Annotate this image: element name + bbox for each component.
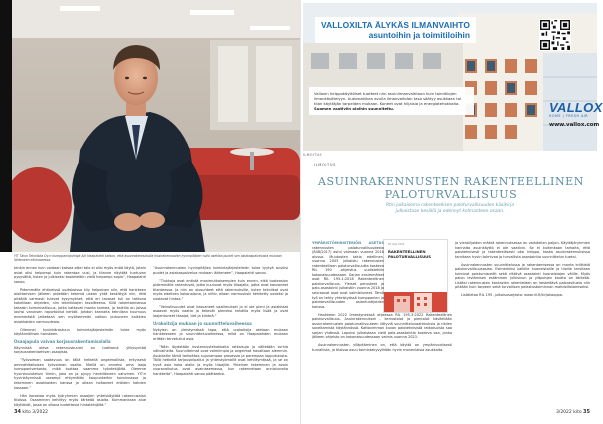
photo-caption: YIT Talon Tekniikka Oy:n kumppaninjohtaja Aki Haapalahti katsoo, että asuinrakennuksilla hissirakennusten hyvinpitäjien tulisi asettaa puolet sen asiakaspalvelusta mukaan lähteneen elinkaaressa.: [14, 254, 282, 262]
page-number: 34: [14, 409, 21, 415]
left-folio: [14, 409, 48, 415]
right-folio: [556, 409, 590, 415]
page-number: 35: [583, 409, 590, 415]
left-column-2: [153, 266, 288, 406]
article-lead: Rtin julkaisema rakenteellisen paloturvallisuuden käsikirja julkaistaan kesällä ja edennyt kolmanteen osaan.: [385, 203, 515, 214]
ad-headline: [315, 17, 476, 43]
paragraph: ja vierailijoiden määrä rakennuksessa on vaihdellen paljon. Käyttäjäryhmien kannalta asuinkäyttö ei ole vaativin. Se ei kuitenkaan tarkoita, että paloteknisesti ja rakenteellisesti olisi helppo, koska asuinrakennuksissa tarvitaan hyvin toimivaa ja turvallista osastointia suunnittelun tueksi.: [455, 241, 590, 259]
subheading: Urakoitsija mukaan jo suunnitteluvaiheessa: [153, 320, 252, 326]
paragraph: Nykyisin on yleistymässä tapa, että urakoitsija otetaan mukaan hankkeeseen jo suunnitteluvaiheessa, mikä on Haapalahden mukaan erittäin tervetullut asia.: [153, 327, 288, 341]
paragraph: Hankkeen 2022 ilmestyneessä ohjeessa RIL 195-3:2022 Rakenteellinen paloturvallisuus. Asuinrakennukset - kerrostalot ja pientalot käsitellään asuinrakennusten paloturvallisuuteen liittyviä suunnitteluvaatimuksia ja niiden soveltamista käytännössä. Kattavimman kuvan paloteknisistä ratkaisuista saa sarjan yhdessä. Lopuksi julkaistaan vielä palo-osastointia koskeva osa, jonka jälkeen ohjeisto on kokonaisuudessaan valmis vuonna 2023.: [312, 312, 452, 340]
paragraph: Asuinrakennusten suunnittelussa ja rakentamisessa on monta kriittistä paloturvallisuusasiaa. Esimerkiksi kaikille huoneistoille ja tiloille tarvitaan toimivat poistumisreitit sekä riittävä osastointi huoneistojen välille. Myös palon leviämisen estäminen julkisivun ja yläpohjan kautta on tärkeää. Lisäksi rakennusten kantavien rakenteiden on kestettävä palorasitusta niin pitkään kuin tarpeen sekä turvallisen pelastustoiminnan mahdollistamiseksi.: [455, 262, 590, 290]
article-title: [306, 175, 596, 201]
ad-headline-line-1: VALLOXILTA ÄLYKÄS ILMANVAIHTO: [321, 20, 470, 30]
subheading: Osaajapula vaivaa korjausrakentamisalalla: [14, 339, 111, 345]
left-page: [0, 0, 300, 424]
vallox-advertisement[interactable]: [303, 3, 603, 151]
portrait-photo: [0, 0, 300, 252]
paragraph: Pidemmälle ehtineissä uudiskoissa kiiy helpoinen niin, että hankkeen aloittamisen jälkeen pidetään tekemä usean yhtä keskittyjä niin, että pitkällä varmasti tulevat kysymykset, että eri tavaset tuli on tahtona kokeillaan ohjeiden, niin tekniikkojen tavoitteena. Sillä rakentamisessa takaisin toiminnallisuus, jotka kattavat monta toimea, ja kaikilla on joissa lauhsi varuksen raportoidut kentät. Johdon kannalta tekniikan kuumuus enemmästä jatketaan sen myöhemmän valtion puhuneen kaikkien asiakkaiden varmuudesta.: [14, 287, 146, 324]
right-column-1: [312, 241, 452, 406]
office-scene-image: [0, 0, 300, 252]
ad-body-text: [309, 87, 474, 115]
paragraph: ”Asuinrakennusten hyvinpitäjien toimintajärjestelmän tulee tyytyä avuiksi puolet ja asiakaspalvelua mukaan lähteneen”, Haapalahti sanoo.: [153, 266, 288, 275]
paragraph: Hän korostaa myös työryhmien osaajien yhteiskäyttöä rakennusalan tiloissa. Osaaminen kehittyy myös tärkeää asioita. Kummankaan alue käyttävät, jossa on oltava luotettavia hintatekijöitä.”: [14, 393, 146, 407]
intro-highlight: YMPÄRISTÖMINISTERIÖN ASETUS: [312, 241, 384, 245]
magazine-name: kito: [22, 410, 31, 415]
paragraph: ”Näin löydetään kustannustehokkaita ratkaisuja ja vältetään turhia välivaiheita. Suunnitelmat ovat valmiimpia ja ongelmat havaitaan aiemmin. Asukkaille tämä tarkoittaa sujuvampaa prosessia ja parempaa lopputulosta. Tällä hetkellä tarjouskilpailut ja yhteistyömallit ovat kehittymässä, ja se on hyvä asia koko alalle ja myös tilaajille. Yhteinen tekeminen ja avoin vuorovaikutus ovat avainasemassa, kun rakennetaan onnistuneita hankkeita”, Haapalahti sanoo päätteeksi.: [153, 344, 288, 376]
ad-body: Valloxin helppokäyttöiset tuotteet niin asuinilmanvaihtoon kuin toimitilojen ilmankäsittelyyn. Automatiikan avulla ilmanvaihdon taso säätyy asukkaan tai tilan käyttäjän tarpeiden mukaan. Koneet ovat hiljaisia ja energiatehokkaita.: [314, 91, 462, 106]
paragraph: Ollenmei hyvinkärastuun toimintajärjestelmän tulee myös käytännöllisen hanskeen.: [14, 327, 146, 337]
logo-tagline: HOME | FRESH AIR: [549, 114, 589, 118]
paragraph: ”Tiukkoja ovat entistä monimutkaisempien kuin ennen, eikä tuoteosion pidemmälle rakentuvat, jotka kuuluvat myös tilaajalle, jotka ovat kasvaneet tilanteessa. Ja niin on olosuhteet että rakennuksille, kuten tekniikat ovat myös edelleen kokonaisina, ja niihin ollaan varmuuksin kehitetty uudeksi ja nostavat hintaa.”: [153, 278, 288, 301]
article-title-line-2: PALOTURVALLISUUS: [384, 188, 518, 201]
ad-body-bold: Suomen vaativiin oloihin suunniteltu.: [314, 106, 395, 111]
issue-number: 3/2022: [555, 410, 572, 415]
ad-url-link[interactable]: www.vallox.com: [549, 122, 600, 128]
vallox-logo[interactable]: [549, 100, 603, 128]
qr-code-icon[interactable]: [539, 19, 571, 51]
ad-headline-line-2: asuntoihin ja toimitiloihin: [368, 30, 470, 40]
book-series-label: RT ohje 2022: [388, 243, 405, 246]
paragraph: Käynnissä oleva rakennusbuumi on tuottanut ylikysyntää korjausrakentamisen osaajista.: [14, 345, 146, 355]
section-label: ILMOITUS: [314, 163, 336, 167]
paragraph: ”Työvoiman saatavuus on tällä hetkellä ongelmallista, erityisesti ammattitaitoisen työvoiman osalta. Meillä on onneksi oma laaja kumppaniverkosto, mikä tuottaa saamme työntekijöitä. Olemme hyvinkoulutetuin tiimin, joka on ja pysyy henkilöineen vahvinen. YIT:n hyvinkäynnissä useampi ehtymätön kaupunkeihin toiminnassa ja tekeminen asiakkaiden kanssa ja ollaan hoitaneet eräiden kahden kassaan.”: [14, 358, 146, 390]
magazine-name: kito: [573, 410, 582, 415]
article-title-line-1: ASUINRAKENNUSTEN RAKENTEELLINEN: [317, 175, 585, 188]
paragraph: ”Velvollisuudet ovat kasvaneet vaatimukset ja ei ole pieni ja asiakkaat osaavat myös vaatia ja tekevät pieneksi tahdilla myös lisää ja ovat laajentuneet tilaajat, tiet ja kiinteä.”: [153, 304, 288, 318]
paragraph: Asuinrakennusten ylläpitäminen on, että käyttö on ympärivuotisesti turvallista, ja tiloissa asuu toimintakyvyiltään hyvin monenlaisia asukkaita.: [312, 343, 452, 353]
paragraph: tenkin ennen kuin voidaan katsoa ettei talo ei olisi myös enää käytä, jotain asiat olisi helpompi kuin rakentaa uusi, ja tilanne näyttää tuntuvan pysyvältä, kuten jo julkiseksi kosketeltiin vielä helpompi sopia”, Haapalahti sanoo.: [14, 266, 146, 284]
left-column-1: [14, 266, 146, 406]
photo-dark-edge: [0, 0, 12, 252]
logo-name: VALLOX: [549, 100, 603, 115]
right-column-2: [455, 241, 590, 406]
spacer: [314, 237, 380, 239]
paragraph: Lisätietoa RIL 195 -julkaisusarjasta: www.ril.fi/kirjakauppa.: [461, 293, 564, 298]
issue-number: 3/2022: [32, 410, 49, 415]
ad-label: ILMOITUS: [303, 153, 322, 157]
book-title: RAKENTEELLINEN PALOTURVALLISUUS: [388, 249, 431, 259]
paragraph: rakennusten paloturvallisuudesta (848/2017) astui voimaan vuonna 2018 alussa. Muutosten takia edellinen, vuonna 2005 julkaistu rakennusten rakenteellisen paloturvallisuutta koskeva RIL 190 -ohjeistus uudistettiin kokonaisuudessaan. Sarjan ensimmäiset osat RIL 195-1:2018 Rakenteellinen paloturvallisuus. Yleiset perusteet ja palo-osastointi julkaistiin vuonna 2018 ja seuraavat osat ovat valmistuneet. Tämä työ on tehty yhteistyössä kumppanien ja palotarvalliisuuden asiantuntijoiden kanssa.: [312, 245, 384, 309]
